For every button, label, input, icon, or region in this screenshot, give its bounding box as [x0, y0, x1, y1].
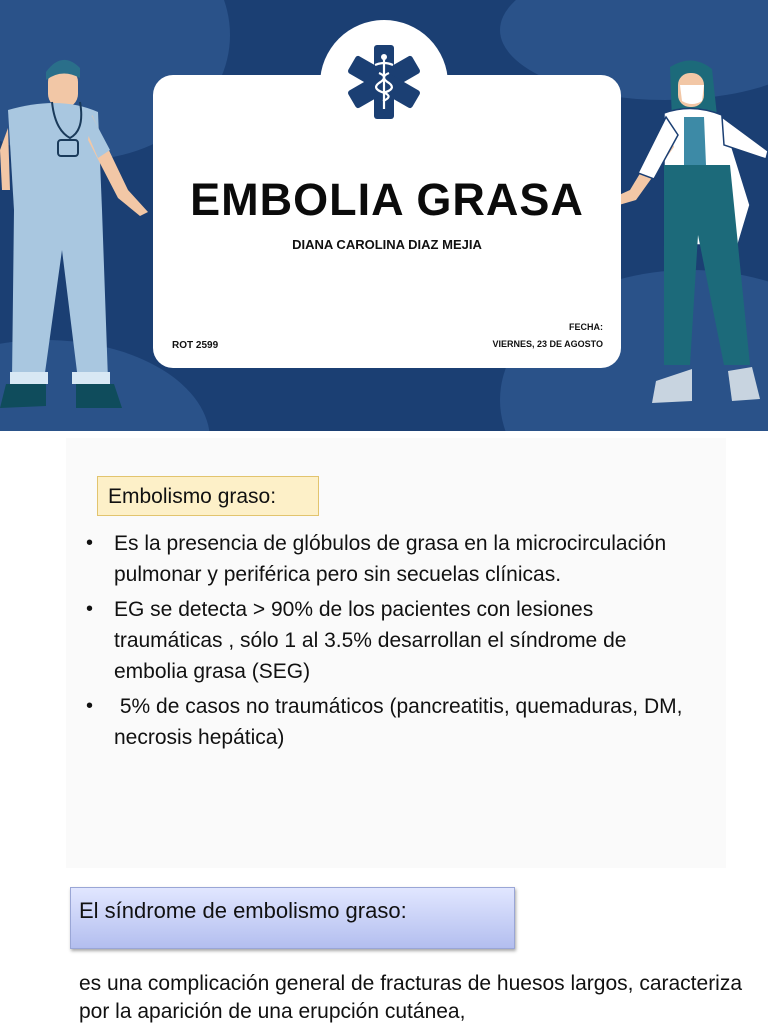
author-name: DIANA CAROLINA DIAZ MEJIA	[292, 237, 482, 252]
bullet-text: Es la presencia de glóbulos de grasa en la microcirculación pulmonar y periférica pero sin secuelas clínicas.	[114, 532, 667, 586]
bullet-icon: •	[86, 695, 94, 717]
date-label: FECHA:	[569, 322, 603, 332]
list-item	[86, 594, 696, 687]
slide-heading: Embolismo graso:	[97, 476, 319, 516]
syndrome-paragraph: es una complicación general de fracturas de huesos largos, caracteriza por la aparición de una erupción cutánea,	[79, 972, 743, 1023]
list-item	[86, 691, 696, 753]
doctor-woman-illustration	[600, 55, 768, 405]
title-slide	[0, 0, 768, 431]
bullet-text: 5% de casos no traumáticos (pancreatitis, quemaduras, DM, necrosis hepática)	[114, 695, 689, 749]
syndrome-heading: El síndrome de embolismo graso:	[70, 887, 515, 949]
bullet-icon: •	[86, 532, 94, 554]
doctor-man-illustration	[0, 50, 155, 415]
presentation-title: EMBOLIA GRASA	[190, 174, 584, 225]
date-value: VIERNES, 23 DE AGOSTO	[492, 339, 603, 349]
bullet-text: EG se detecta > 90% de los pacientes con lesiones traumáticas , sólo 1 al 3.5% desarrollan el síndrome de embolia grasa (SEG)	[114, 598, 627, 683]
list-item	[86, 528, 696, 590]
medical-star-of-life-icon	[345, 43, 423, 121]
bullet-icon: •	[86, 598, 94, 620]
rotation-code: ROT 2599	[172, 340, 219, 351]
bullet-list	[86, 528, 696, 757]
